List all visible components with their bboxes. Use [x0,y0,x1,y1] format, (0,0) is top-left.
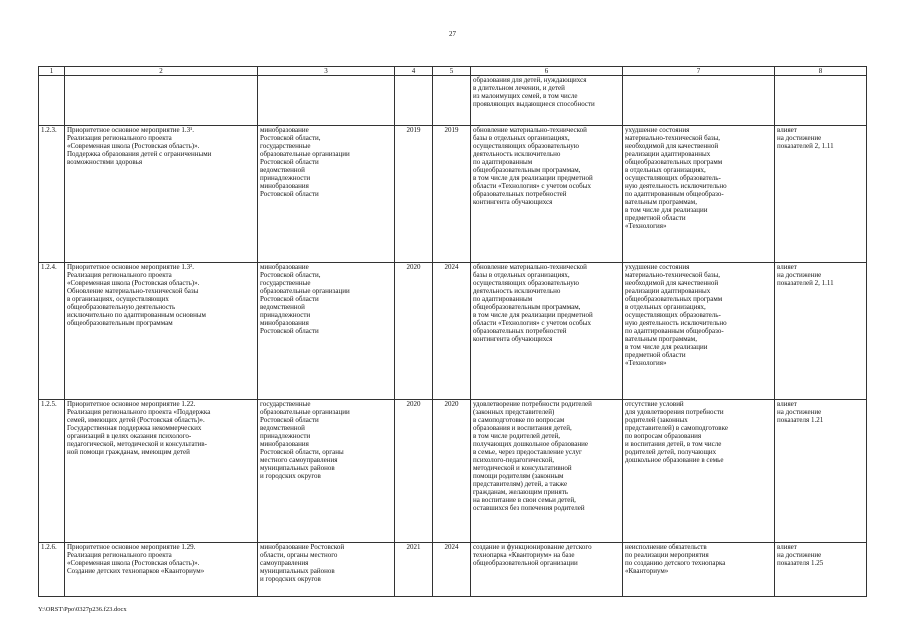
table-row [39,543,867,597]
expected-result: создание и функционирование детского технопарка «Кванториум» на базе общеобразовательной организации [471,543,623,597]
event-name: Приоритетное основное мероприятие 1.3². Реализация регионального проекта «Современная школа (Ростовская область)». Обновление материально-технической базы в организациях, осуществляющих общеобразовательную деятельность исключительно по адаптированным основным общеобразовательным программам [65,263,258,400]
expected-result: обновление материально-технической базы в отдельных организациях, осуществляющих образовательную деятельность исключительно по адаптированным общеобразовательным программам, в том числе для реализации предметной области «Технология» с учетом особых образовательных потребностей контингента обучающихся [471,126,623,263]
column-number: 3 [258,67,395,76]
executor: государственные образовательные организации Ростовской области ведомственной принадлежности минобразования Ростовской области, органы местного самоуправления муниципальных районов и городских округов [258,400,395,543]
event-name: Приоритетное основное мероприятие 1.22. Реализация регионального проекта «Поддержка семей, имеющих детей (Ростовская область)». Государственная поддержка некоммерческих организаций в целях оказания психолого- педагогической, методической и консультатив- ной помощи гражданам, имеющим детей [65,400,258,543]
continuation-result: образования для детей, нуждающихся в длительном лечении, и детей из малоимущих семей, в том числе проявляющих выдающиеся способности [471,76,623,126]
start-year: 2019 [395,126,433,263]
consequence: ухудшение состояния материально-технической базы, необходимой для качественной реализации адаптированных общеобразовательных программ в отдельных организациях, осуществляющих образователь- ную деятельность исключительно по адаптированным общеобразо- вательным программам, в том числе для реализации предметной области «Технология» [623,263,775,400]
indicator-link: влияет на достижение показателей 2, 1.11 [775,263,867,400]
column-number: 7 [623,67,775,76]
end-year: 2019 [433,126,471,263]
measures-table [38,66,867,597]
row-number: 1.2.3. [39,126,65,263]
row-number: 1.2.6. [39,543,65,597]
event-name: Приоритетное основное мероприятие 1.3¹. Реализация регионального проекта «Современная школа (Ростовская область)». Поддержка образования детей с ограниченными возможностями здоровья [65,126,258,263]
consequence: ухудшение состояния материально-технической базы, необходимой для качественной реализации адаптированных общеобразовательных программ в отдельных организациях, осуществляющих образователь- ную деятельность исключительно по адаптированным общеобразо- вательным программам, в том числе для реализации предметной области «Технология» [623,126,775,263]
executor: минобразование Ростовской области, органы местного самоуправления муниципальных районов и городских округов [258,543,395,597]
end-year: 2024 [433,543,471,597]
column-number: 6 [471,67,623,76]
row-number: 1.2.4. [39,263,65,400]
column-number-row [39,67,867,76]
table-row [39,126,867,263]
consequence: отсутствие условий для удовлетворения потребности родителей (законных представителей) в самоподготовке по вопросам образования и воспитания детей, в том числе родителей детей, получающих дошкольное образование в семье [623,400,775,543]
event-name: Приоритетное основное мероприятие 1.29. Реализация регионального проекта «Современная школа (Ростовская область)». Создание детских технопарков «Кванториум» [65,543,258,597]
expected-result: обновление материально-технической базы в отдельных организациях, осуществляющих образовательную деятельность исключительно по адаптированным общеобразовательным программам, в том числе для реализации предметной области «Технология» с учетом особых образовательных потребностей контингента обучающихся [471,263,623,400]
executor: минобразование Ростовской области, государственные образовательные организации Ростовской области ведомственной принадлежности минобразования Ростовской области [258,126,395,263]
consequence: неисполнение обязательств по реализации мероприятия по созданию детского технопарка «Кванториум» [623,543,775,597]
table-row [39,400,867,543]
row-number: 1.2.5. [39,400,65,543]
executor: минобразование Ростовской области, государственные образовательные организации Ростовской области ведомственной принадлежности минобразования Ростовской области [258,263,395,400]
table-row [39,263,867,400]
page-number: 27 [449,30,456,38]
column-number: 1 [39,67,65,76]
column-number: 5 [433,67,471,76]
indicator-link: влияет на достижение показателя 1.21 [775,400,867,543]
column-number: 2 [65,67,258,76]
start-year: 2020 [395,400,433,543]
expected-result: удовлетворение потребности родителей (законных представителей) в самоподготовке по вопросам образования и воспитания детей, в том числе родителей детей, получающих дошкольное образование в семье, через предоставление услуг психолого-педагогической, методической и консультативной помощи родителям (законным представителям) детей, а также гражданам, желающим принять на воспитание в свои семьи детей, оставшихся без попечения родителей [471,400,623,543]
file-path-footer: Y:\ORST\Ppo\0327p236.f23.docx [38,606,127,613]
end-year: 2024 [433,263,471,400]
start-year: 2020 [395,263,433,400]
continuation-row [39,76,867,126]
indicator-link: влияет на достижение показателей 2, 1.11 [775,126,867,263]
indicator-link: влияет на достижение показателя 1.25 [775,543,867,597]
column-number: 4 [395,67,433,76]
column-number: 8 [775,67,867,76]
end-year: 2020 [433,400,471,543]
start-year: 2021 [395,543,433,597]
